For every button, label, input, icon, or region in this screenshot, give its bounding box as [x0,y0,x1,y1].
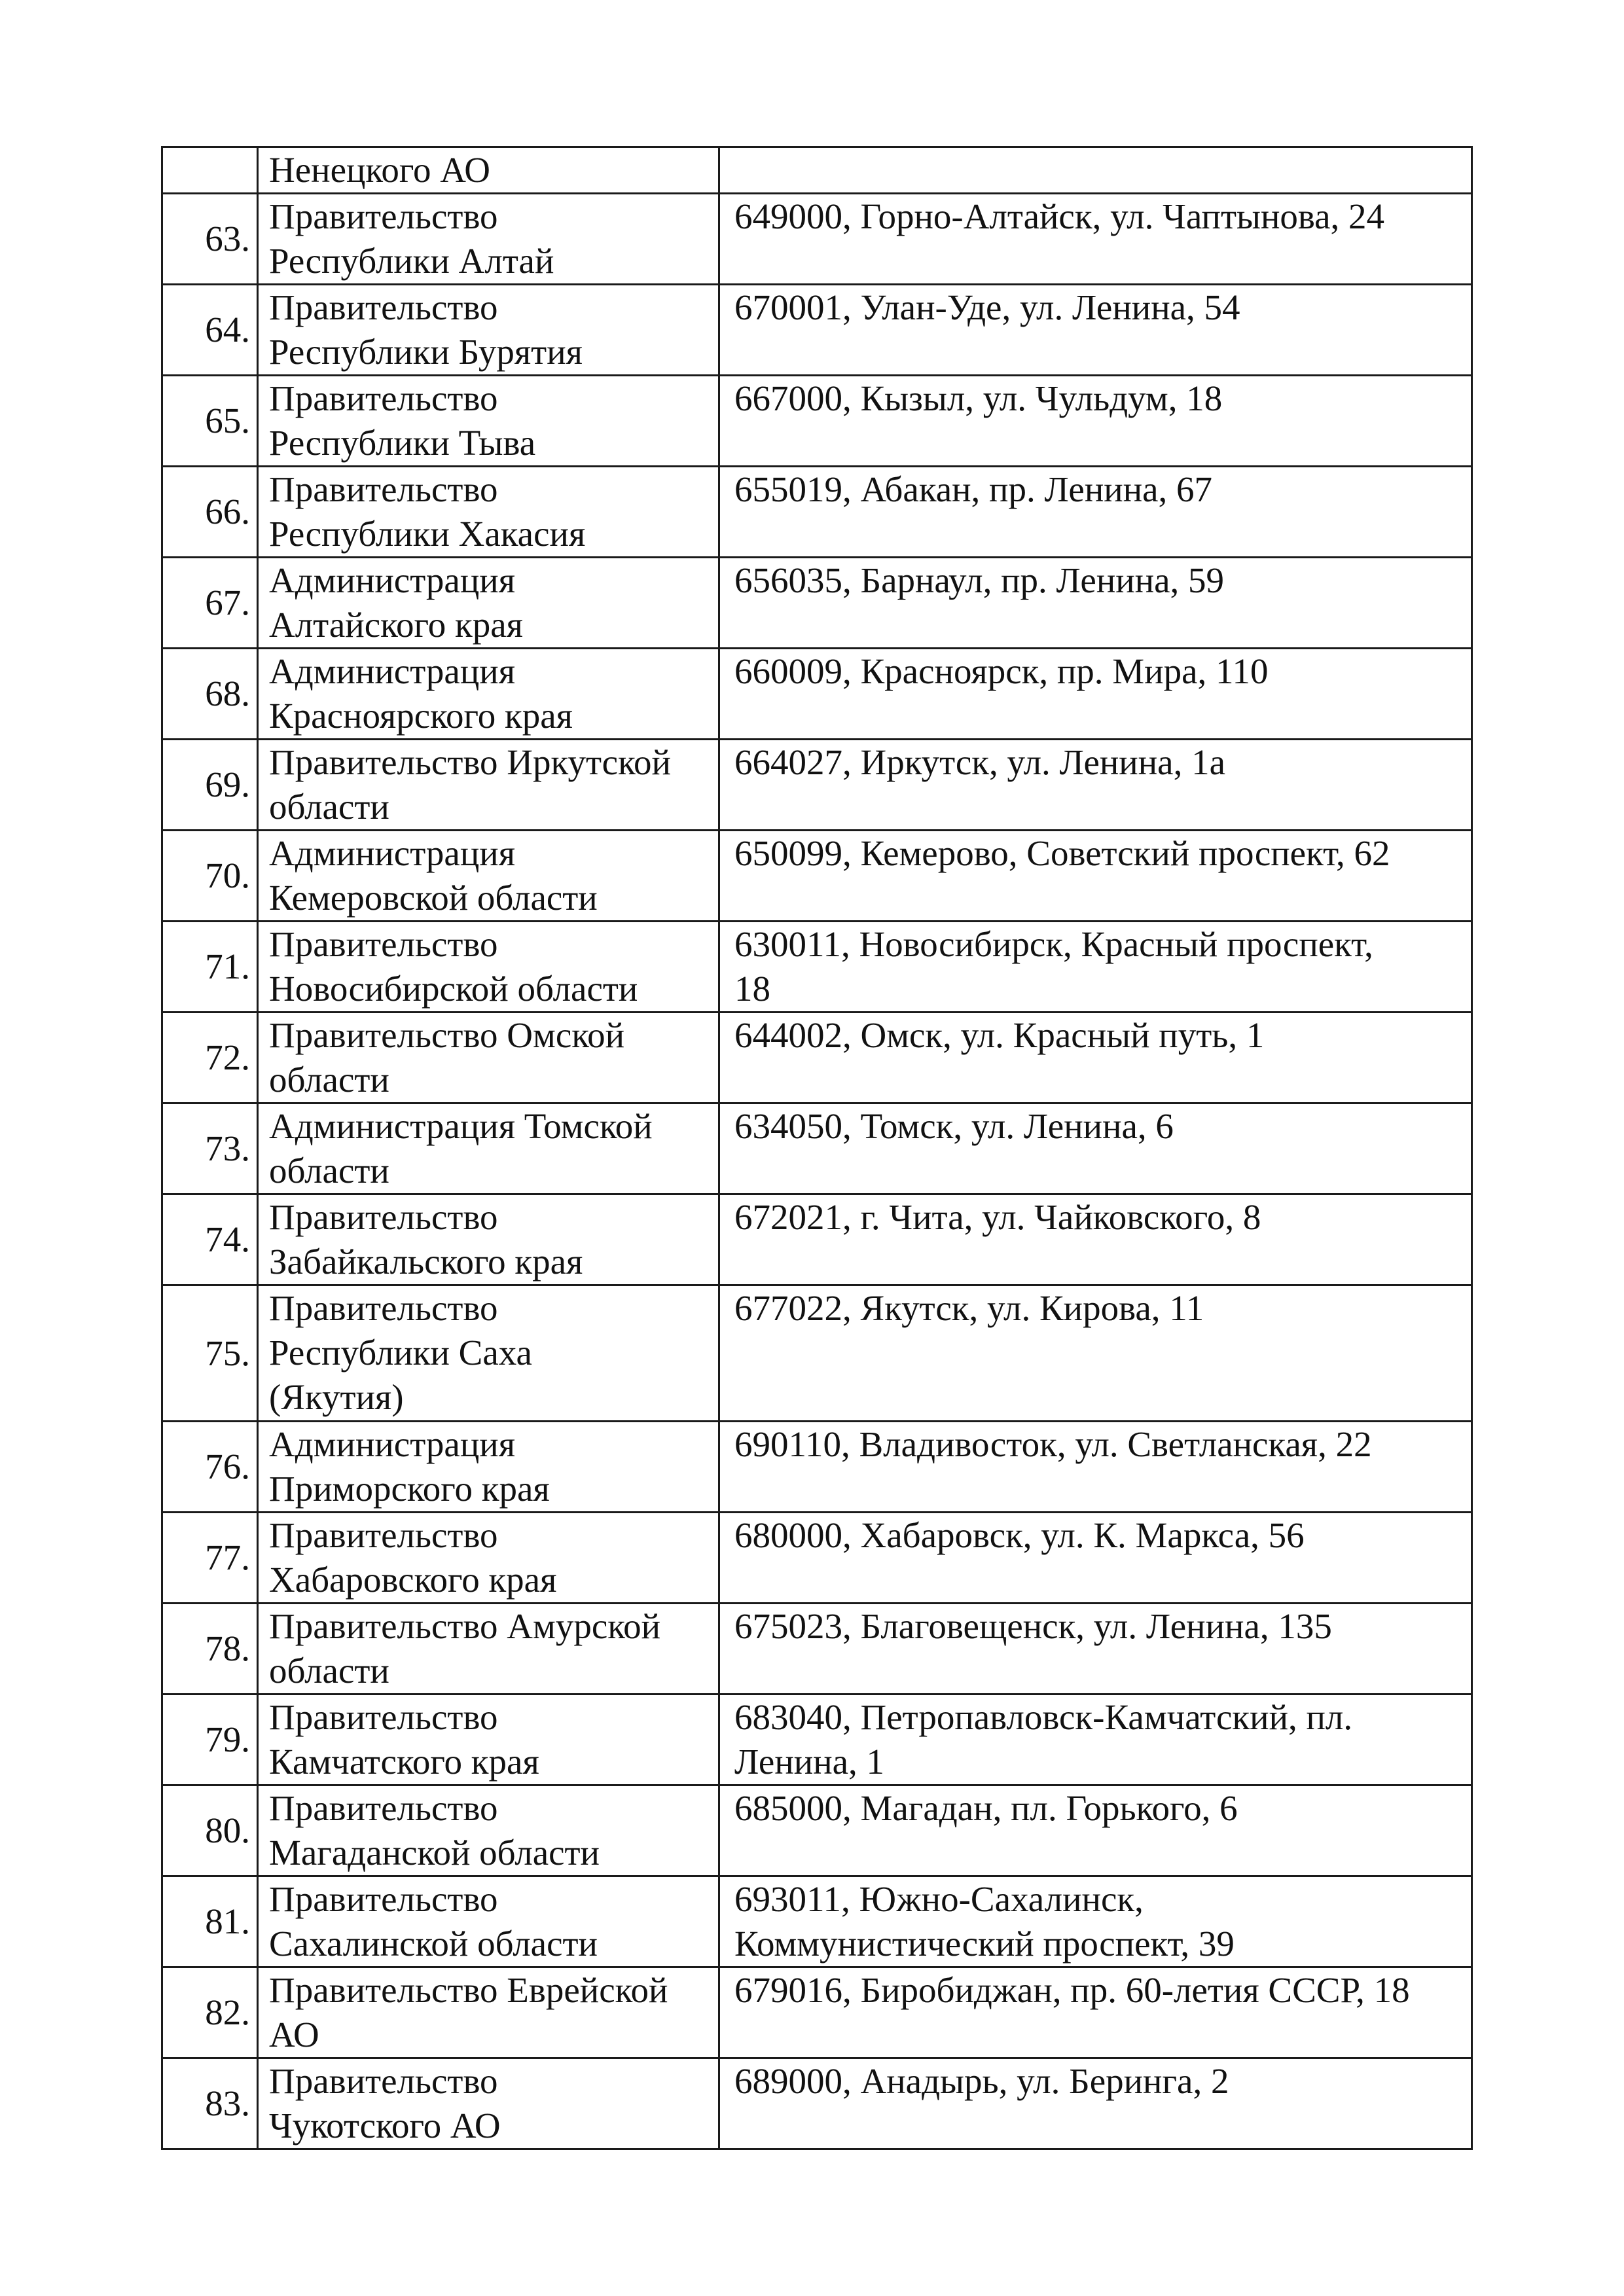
address-cell [719,740,1472,831]
table-row [162,1285,1472,1422]
organization-name: Правительство Сахалинской области [269,1879,598,1964]
organization-cell [258,1876,719,1967]
address-cell [719,649,1472,740]
address-text: 677022, Якутск, ул. Кирова, 11 [734,1288,1204,1328]
row-number-cell [162,1103,258,1194]
organization-cell [258,1695,719,1785]
address-cell [719,922,1472,1013]
row-number-cell [162,1876,258,1967]
organization-cell [258,649,719,740]
address-cell [719,467,1472,558]
row-number: 66. [205,492,250,531]
table-row [162,1785,1472,1876]
table-row [162,194,1472,285]
organization-name: Правительство Еврейской АО [269,1970,668,2054]
address-text: 655019, Абакан, пр. Ленина, 67 [734,469,1213,509]
address-text: 685000, Магадан, пл. Горького, 6 [734,1788,1238,1828]
table-row [162,649,1472,740]
organization-cell [258,1013,719,1103]
table-row [162,1513,1472,1604]
address-cell [719,558,1472,649]
organization-cell [258,147,719,194]
address-cell [719,1103,1472,1194]
organization-name: Правительство Чукотского АО [269,2061,501,2145]
address-text: 672021, г. Чита, ул. Чайковского, 8 [734,1197,1261,1237]
table-row [162,147,1472,194]
organization-cell [258,1604,719,1695]
organization-name: Правительство Республики Бурятия [269,287,583,372]
organization-cell [258,740,719,831]
address-cell [719,831,1472,922]
address-text: 690110, Владивосток, ул. Светланская, 22 [734,1424,1372,1464]
organization-cell [258,1513,719,1604]
address-cell [719,1422,1472,1513]
row-number: 81. [205,1901,250,1941]
organization-name: Администрация Алтайского края [269,560,523,645]
organization-name: Правительство Омской области [269,1015,625,1100]
table-row [162,467,1472,558]
table-row [162,285,1472,376]
address-cell [719,1513,1472,1604]
table-row [162,1967,1472,2058]
row-number: 73. [205,1128,250,1168]
address-text: 679016, Биробиджан, пр. 60-летия СССР, 18 [734,1970,1410,2010]
address-text: 664027, Иркутск, ул. Ленина, 1а [734,742,1225,782]
row-number: 69. [205,764,250,804]
row-number: 77. [205,1537,250,1577]
organization-name: Правительство Республики Тыва [269,378,536,463]
address-text: 660009, Красноярск, пр. Мира, 110 [734,651,1269,691]
row-number-cell [162,1785,258,1876]
row-number-cell [162,649,258,740]
row-number: 63. [205,219,250,259]
organization-cell [258,2058,719,2149]
address-text: 644002, Омск, ул. Красный путь, 1 [734,1015,1265,1055]
organization-name: Администрация Приморского края [269,1424,550,1509]
address-cell [719,1876,1472,1967]
row-number-cell [162,285,258,376]
address-cell [719,147,1472,194]
row-number: 75. [205,1333,250,1373]
address-text: 689000, Анадырь, ул. Беринга, 2 [734,2061,1229,2101]
row-number: 83. [205,2083,250,2123]
organization-cell [258,1194,719,1285]
organization-cell [258,194,719,285]
organization-cell [258,1103,719,1194]
row-number-cell [162,194,258,285]
row-number-cell [162,2058,258,2149]
address-text: 680000, Хабаровск, ул. К. Маркса, 56 [734,1515,1305,1555]
address-cell [719,1604,1472,1695]
organization-name: Правительство Республики Хакасия [269,469,586,554]
organization-cell [258,1967,719,2058]
address-cell [719,376,1472,467]
address-cell [719,2058,1472,2149]
row-number: 74. [205,1219,250,1259]
address-cell [719,1785,1472,1876]
row-number-cell [162,831,258,922]
table-row [162,376,1472,467]
organization-name: Правительство Республики Алтай [269,196,554,281]
address-cell [719,1285,1472,1422]
row-number: 65. [205,401,250,440]
row-number: 68. [205,673,250,713]
address-text: 634050, Томск, ул. Ленина, 6 [734,1106,1174,1146]
table-row [162,1422,1472,1513]
address-text: 656035, Барнаул, пр. Ленина, 59 [734,560,1225,600]
row-number-cell [162,147,258,194]
address-cell [719,1967,1472,2058]
table-row [162,1103,1472,1194]
table-row [162,1876,1472,1967]
row-number: 82. [205,1992,250,2032]
organization-name: Администрация Томской области [269,1106,653,1191]
address-cell [719,1013,1472,1103]
address-text: 675023, Благовещенск, ул. Ленина, 135 [734,1606,1332,1646]
row-number-cell [162,1513,258,1604]
organization-name: Правительство Магаданской области [269,1788,600,1873]
row-number: 72. [205,1037,250,1077]
row-number: 79. [205,1719,250,1759]
organization-name: Правительство Новосибирской области [269,924,638,1009]
address-cell [719,194,1472,285]
organization-cell [258,558,719,649]
table-row [162,1604,1472,1695]
organization-name: Правительство Амурской области [269,1606,661,1691]
row-number: 71. [205,946,250,986]
table-row [162,922,1472,1013]
row-number-cell [162,558,258,649]
address-cell [719,1194,1472,1285]
table-row [162,2058,1472,2149]
row-number: 67. [205,583,250,622]
address-cell [719,1695,1472,1785]
organization-cell [258,831,719,922]
address-text: 670001, Улан-Уде, ул. Ленина, 54 [734,287,1240,327]
organization-name: Правительство Хабаровского края [269,1515,557,1600]
row-number: 64. [205,310,250,350]
organization-cell [258,1785,719,1876]
organization-cell [258,285,719,376]
organization-cell [258,1422,719,1513]
table-row [162,831,1472,922]
address-cell [719,285,1472,376]
table-row [162,1013,1472,1103]
row-number-cell [162,1604,258,1695]
organization-name: Правительство Камчатского края [269,1697,539,1782]
organization-cell [258,376,719,467]
organization-name: Администрация Кемеровской области [269,833,598,918]
organization-name: Ненецкого АО [269,150,490,190]
address-text: 667000, Кызыл, ул. Чульдум, 18 [734,378,1223,418]
organization-cell [258,467,719,558]
address-text: 650099, Кемерово, Советский проспект, 62 [734,833,1390,873]
row-number-cell [162,1013,258,1103]
organization-name: Правительство Республики Саха (Якутия) [269,1288,532,1417]
organization-name: Администрация Красноярского края [269,651,573,736]
row-number-cell [162,1967,258,2058]
row-number-cell [162,467,258,558]
row-number: 70. [205,855,250,895]
row-number-cell [162,1285,258,1422]
organization-cell [258,922,719,1013]
table-row [162,1194,1472,1285]
address-text: 693011, Южно-Сахалинск, Коммунистический проспект, 39 [734,1879,1235,1964]
address-text: 683040, Петропавловск-Камчатский, пл. Ленина, 1 [734,1697,1353,1782]
row-number-cell [162,1695,258,1785]
table-row [162,558,1472,649]
table-row [162,740,1472,831]
row-number-cell [162,740,258,831]
row-number-cell [162,1422,258,1513]
row-number-cell [162,376,258,467]
organization-name: Правительство Иркутской области [269,742,671,827]
row-number-cell [162,922,258,1013]
organization-name: Правительство Забайкальского края [269,1197,583,1282]
row-number: 80. [205,1810,250,1850]
addresses-table-body [162,147,1472,2149]
address-text: 649000, Горно-Алтайск, ул. Чаптынова, 24 [734,196,1385,236]
table-row [162,1695,1472,1785]
row-number: 78. [205,1628,250,1668]
row-number: 76. [205,1446,250,1486]
row-number-cell [162,1194,258,1285]
organization-cell [258,1285,719,1422]
address-text: 630011, Новосибирск, Красный проспект, 18 [734,924,1373,1009]
addresses-table [161,146,1473,2150]
